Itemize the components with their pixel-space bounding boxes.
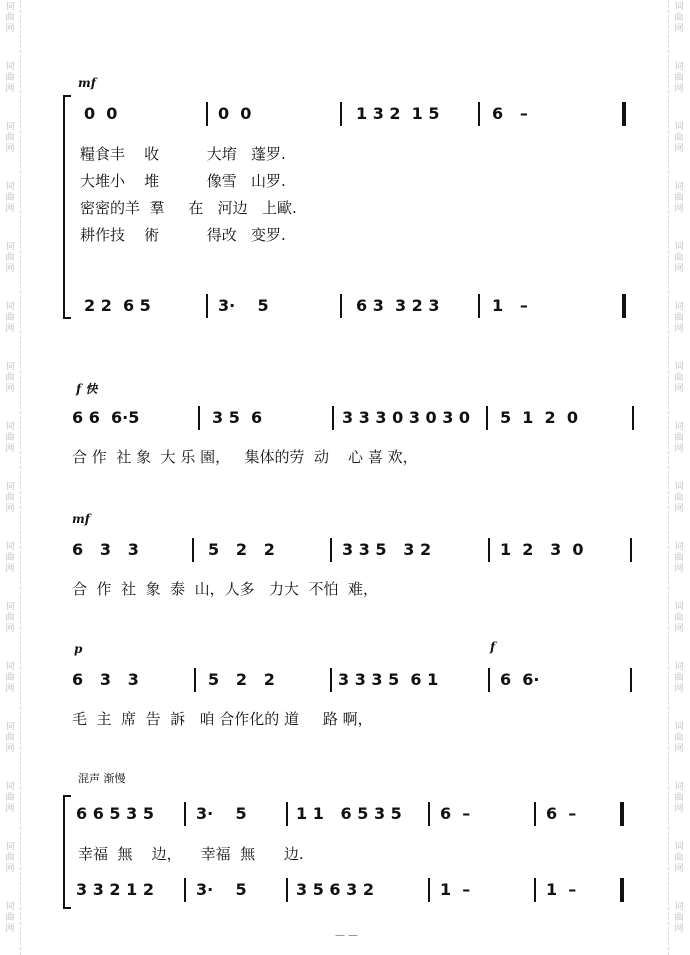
- watermark-glyph: 词 曲 网: [5, 2, 15, 34]
- barline: [286, 802, 288, 826]
- watermark-glyph: 词 曲 网: [5, 62, 15, 94]
- staff-system5-bottom: [0, 876, 690, 906]
- watermark-glyph: 词 曲 网: [674, 422, 684, 454]
- barline: [206, 294, 208, 318]
- measure: 3· 5: [196, 880, 247, 899]
- measure: 6 –: [440, 804, 471, 823]
- lyric-line: 合 作 社 象 大 乐 園， 集体的劳 动 心 喜 欢，: [72, 448, 418, 466]
- measure: 1 –: [492, 296, 528, 315]
- measure: 3 5 6: [212, 408, 263, 427]
- watermark-glyph: 词 曲 网: [674, 842, 684, 874]
- barline: [630, 538, 632, 562]
- barline: [630, 668, 632, 692]
- measure: 1 2 3 0: [500, 540, 584, 559]
- watermark-glyph: 词 曲 网: [5, 362, 15, 394]
- watermark-glyph: 词 曲 网: [674, 302, 684, 334]
- dynamic-f: f: [490, 640, 496, 654]
- performance-label: 混声 渐慢: [78, 772, 126, 785]
- watermark-glyph: 词 曲 网: [674, 662, 684, 694]
- measure: 6 6 6·5: [72, 408, 140, 427]
- barline: [478, 294, 480, 318]
- barline-end: [620, 802, 624, 826]
- watermark-glyph: 词 曲 网: [5, 482, 15, 514]
- watermark-glyph: 词 曲 网: [5, 842, 15, 874]
- watermark-glyph: 词 曲 网: [674, 782, 684, 814]
- watermark-glyph: 词 曲 网: [5, 302, 15, 334]
- lyric-line: 糧食丰 收 大堉 蓬罗.: [80, 145, 286, 163]
- barline: [340, 102, 342, 126]
- barline: [330, 538, 332, 562]
- measure: 3 3 3 0 3 0 3 0: [342, 408, 471, 427]
- watermark-glyph: 词 曲 网: [5, 242, 15, 274]
- staff-system5-top: [0, 800, 690, 830]
- staff-system1-bottom: [0, 292, 690, 322]
- watermark-glyph: 词 曲 网: [674, 122, 684, 154]
- dynamic-mf: mf: [72, 512, 90, 526]
- measure: 6 3 3 2 3: [356, 296, 440, 315]
- measure: 1 1 6 5 3 5: [296, 804, 402, 823]
- barline: [330, 668, 332, 692]
- lyric-line: 毛 主 席 告 訴 咱 合作化的 道 路 啊，: [72, 710, 373, 728]
- barline: [488, 538, 490, 562]
- measure: 6 –: [546, 804, 577, 823]
- barline: [184, 878, 186, 902]
- lyric-line: 密密的羊 羣 在 河边 上歐.: [80, 199, 297, 217]
- barline: [198, 406, 200, 430]
- watermark-glyph: 词 曲 网: [674, 602, 684, 634]
- barline: [332, 406, 334, 430]
- page-number: — —: [335, 930, 359, 941]
- measure: 5 1 2 0: [500, 408, 578, 427]
- measure: 0 0: [218, 104, 252, 123]
- watermark-glyph: 词 曲 网: [674, 2, 684, 34]
- measure: 6 3 3: [72, 540, 139, 559]
- watermark-glyph: 词 曲 网: [674, 902, 684, 934]
- barline: [192, 538, 194, 562]
- measure: 3 3 2 1 2: [76, 880, 154, 899]
- watermark-glyph: 词 曲 网: [5, 422, 15, 454]
- measure: 0 0: [84, 104, 118, 123]
- staff-system2: [0, 404, 690, 434]
- barline-end: [622, 102, 626, 126]
- barline: [286, 878, 288, 902]
- dynamic-mf: mf: [78, 76, 96, 90]
- barline: [488, 668, 490, 692]
- measure: 5 2 2: [208, 670, 275, 689]
- barline: [486, 406, 488, 430]
- watermark-glyph: 词 曲 网: [5, 902, 15, 934]
- watermark-glyph: 词 曲 网: [5, 722, 15, 754]
- measure: 6 6 5 3 5: [76, 804, 154, 823]
- barline: [632, 406, 634, 430]
- dynamic-f: f 快: [76, 382, 98, 396]
- barline: [478, 102, 480, 126]
- measure: 1 3 2 1 5: [356, 104, 440, 123]
- watermark-glyph: 词 曲 网: [674, 542, 684, 574]
- watermark-glyph: 词 曲 网: [5, 122, 15, 154]
- barline-end: [620, 878, 624, 902]
- staff-system3: [0, 536, 690, 566]
- barline: [428, 878, 430, 902]
- measure: 3· 5: [218, 296, 269, 315]
- dynamic-p: p: [74, 642, 83, 656]
- watermark-glyph: 词 曲 网: [5, 662, 15, 694]
- measure: 6 –: [492, 104, 528, 123]
- lyric-line: 幸福 無 边， 幸福 無 边.: [78, 845, 304, 863]
- barline: [534, 878, 536, 902]
- measure: 3 3 3 5 6 1: [338, 670, 439, 689]
- staff-system4: [0, 666, 690, 696]
- watermark-glyph: 词 曲 网: [674, 182, 684, 214]
- watermark-glyph: 词 曲 网: [5, 182, 15, 214]
- watermark-glyph: 词 曲 网: [674, 722, 684, 754]
- barline: [206, 102, 208, 126]
- measure: 3 3 5 3 2: [342, 540, 432, 559]
- measure: 6 3 3: [72, 670, 139, 689]
- barline-end: [622, 294, 626, 318]
- measure: 1 –: [546, 880, 577, 899]
- lyric-line: 合 作 社 象 泰 山，人多 力大 不怕 难，: [72, 580, 379, 598]
- measure: 6 6·: [500, 670, 540, 689]
- watermark-glyph: 词 曲 网: [674, 482, 684, 514]
- watermark-glyph: 词 曲 网: [674, 362, 684, 394]
- measure: 1 –: [440, 880, 471, 899]
- watermark-glyph: 词 曲 网: [674, 242, 684, 274]
- barline: [340, 294, 342, 318]
- watermark-glyph: 词 曲 网: [5, 542, 15, 574]
- barline: [428, 802, 430, 826]
- barline: [184, 802, 186, 826]
- watermark-glyph: 词 曲 网: [5, 602, 15, 634]
- measure: 3 5 6 3 2: [296, 880, 374, 899]
- watermark-glyph: 词 曲 网: [5, 782, 15, 814]
- barline: [534, 802, 536, 826]
- measure: 3· 5: [196, 804, 247, 823]
- lyric-line: 大堆小 堆 像雪 山罗.: [80, 172, 286, 190]
- barline: [194, 668, 196, 692]
- staff-system1-top: [0, 100, 690, 130]
- lyric-line: 耕作技 術 得改 变罗.: [80, 226, 286, 244]
- measure: 5 2 2: [208, 540, 275, 559]
- measure: 2 2 6 5: [84, 296, 151, 315]
- watermark-glyph: 词 曲 网: [674, 62, 684, 94]
